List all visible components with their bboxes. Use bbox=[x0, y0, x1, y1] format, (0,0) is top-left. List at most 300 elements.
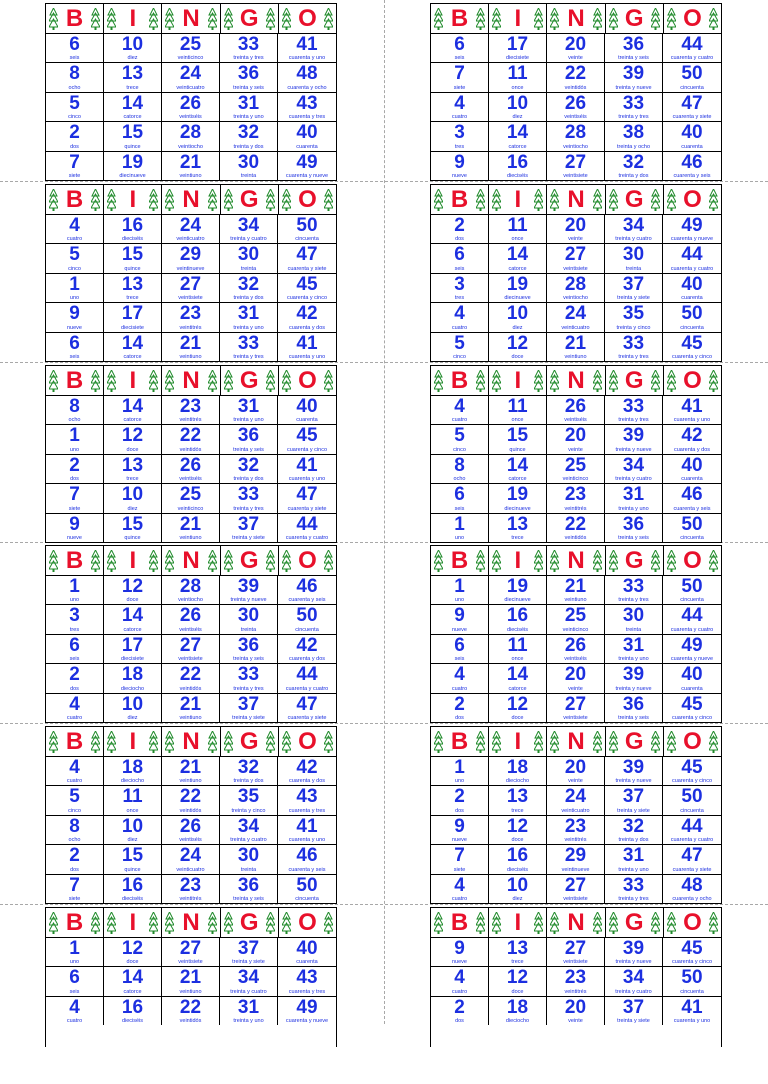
header-cell bbox=[489, 4, 547, 33]
cell-number: 33 bbox=[622, 396, 645, 417]
number-cell bbox=[162, 92, 220, 121]
header-letter: G bbox=[624, 547, 644, 574]
cell-number-word: treinta y dos bbox=[618, 837, 649, 844]
cell-number-word: treinta y siete bbox=[617, 1018, 650, 1025]
number-cell bbox=[431, 634, 489, 663]
cell-number-word: cuarenta y seis bbox=[673, 172, 711, 179]
number-cell bbox=[278, 874, 336, 903]
cell-number-word: treinta y cinco bbox=[616, 324, 651, 331]
cell-number-word: diez bbox=[127, 505, 138, 512]
christmas-tree-icon bbox=[149, 8, 158, 30]
cell-number-word: diecisiete bbox=[121, 656, 144, 663]
cell-number: 30 bbox=[237, 151, 260, 173]
cell-number: 33 bbox=[237, 34, 260, 55]
cell-number-word: veintiséis bbox=[179, 837, 202, 844]
header-cell bbox=[606, 908, 664, 937]
cell-number-word: veintiséis bbox=[564, 656, 587, 663]
bingo-card bbox=[430, 184, 722, 362]
cell-number: 13 bbox=[121, 63, 144, 85]
cell-number-word: treinta y siete bbox=[617, 807, 650, 814]
cell-number: 34 bbox=[237, 967, 260, 989]
header-cell bbox=[221, 727, 279, 756]
cell-number-word: catorce bbox=[508, 476, 527, 483]
cell-number-word: dos bbox=[455, 714, 464, 721]
cell-number: 27 bbox=[564, 938, 587, 959]
cell-number-word: treinta y seis bbox=[233, 84, 264, 91]
number-cell bbox=[605, 874, 663, 903]
cell-number: 10 bbox=[121, 815, 144, 837]
number-cell bbox=[104, 62, 162, 91]
cell-number-word: treinta y dos bbox=[233, 295, 264, 302]
bingo-card bbox=[45, 184, 337, 362]
cell-number: 31 bbox=[237, 996, 260, 1018]
number-cell bbox=[547, 214, 605, 243]
cell-number-word: treinta y tres bbox=[618, 417, 649, 424]
cell-number: 37 bbox=[622, 996, 645, 1018]
cell-number-word: treinta y uno bbox=[618, 505, 649, 512]
header-letter: B bbox=[450, 367, 469, 394]
cell-number: 22 bbox=[179, 996, 202, 1018]
cell-number-word: treinta y cuatro bbox=[230, 236, 267, 243]
cell-number-word: veintiuno bbox=[564, 597, 587, 604]
cell-number: 27 bbox=[179, 634, 202, 656]
cell-number: 29 bbox=[564, 845, 587, 867]
cell-number: 10 bbox=[121, 34, 144, 55]
number-cell bbox=[162, 663, 220, 692]
cell-number-word: veintiuno bbox=[179, 353, 202, 360]
cell-number-word: veintiséis bbox=[564, 417, 587, 424]
header-cell bbox=[547, 4, 605, 33]
cell-number: 14 bbox=[506, 454, 529, 476]
bingo-card bbox=[45, 907, 337, 1047]
cell-number: 50 bbox=[296, 605, 318, 627]
cell-number-word: cuarenta y cinco bbox=[671, 353, 713, 360]
cell-number: 4 bbox=[454, 967, 465, 989]
cell-number: 24 bbox=[564, 303, 587, 325]
number-cell bbox=[104, 634, 162, 663]
header-cell bbox=[489, 185, 547, 214]
cell-number-word: doce bbox=[511, 353, 524, 360]
header-cell bbox=[664, 4, 721, 33]
header-letter: N bbox=[182, 728, 200, 755]
christmas-tree-icon bbox=[651, 912, 660, 934]
number-cell bbox=[220, 62, 278, 91]
cell-number-word: cuarenta y dos bbox=[288, 656, 326, 663]
number-cell bbox=[46, 604, 104, 633]
number-cell bbox=[104, 575, 162, 604]
header-letter: O bbox=[683, 909, 702, 936]
number-cell bbox=[220, 424, 278, 453]
cell-number: 21 bbox=[564, 576, 587, 597]
number-cell bbox=[104, 273, 162, 302]
cell-number: 44 bbox=[681, 815, 703, 837]
number-cell bbox=[431, 243, 489, 272]
cell-number: 20 bbox=[564, 664, 587, 686]
cell-number: 42 bbox=[296, 757, 318, 778]
number-cell bbox=[663, 756, 721, 785]
cell-number: 26 bbox=[564, 396, 587, 417]
number-cell bbox=[46, 332, 104, 361]
cell-number: 42 bbox=[681, 425, 703, 447]
cell-number-word: cuarenta y tres bbox=[288, 807, 326, 814]
cell-number: 47 bbox=[681, 92, 703, 114]
number-cell bbox=[663, 575, 721, 604]
number-cell bbox=[663, 604, 721, 633]
number-grid bbox=[46, 937, 336, 1084]
cell-number-word: treinta y tres bbox=[233, 353, 264, 360]
cell-number: 7 bbox=[69, 874, 80, 896]
cell-number: 41 bbox=[296, 332, 318, 354]
cell-number-word: uno bbox=[454, 534, 465, 541]
christmas-tree-icon bbox=[651, 8, 660, 30]
number-cell bbox=[162, 395, 220, 424]
number-cell bbox=[104, 302, 162, 331]
cell-number-word: veinticinco bbox=[562, 476, 589, 483]
header-letter: G bbox=[239, 547, 259, 574]
cell-number-word: nueve bbox=[452, 837, 467, 844]
header-letter: B bbox=[65, 728, 84, 755]
number-cell bbox=[220, 693, 278, 722]
cell-number-word: trece bbox=[126, 476, 139, 483]
cell-number-word: veintiocho bbox=[178, 597, 203, 604]
cell-number: 4 bbox=[454, 92, 465, 114]
christmas-tree-icon bbox=[149, 370, 158, 392]
number-cell bbox=[162, 874, 220, 903]
cell-number-word: quince bbox=[509, 446, 526, 453]
number-cell bbox=[431, 121, 489, 150]
cell-number-word: ocho bbox=[68, 837, 81, 844]
cell-number: 24 bbox=[564, 786, 587, 808]
cell-number-word: veintisiete bbox=[563, 265, 588, 272]
christmas-tree-icon bbox=[534, 731, 543, 753]
cell-number-word: diez bbox=[512, 895, 523, 902]
number-cell bbox=[46, 302, 104, 331]
cell-number-word: seis bbox=[454, 656, 465, 663]
cell-number-word: treinta y tres bbox=[618, 895, 649, 902]
cell-number-word: veintiséis bbox=[179, 114, 202, 121]
cell-number: 36 bbox=[622, 693, 645, 715]
cell-number: 31 bbox=[622, 845, 645, 867]
number-cell bbox=[489, 395, 547, 424]
cell-number: 45 bbox=[681, 332, 703, 354]
header-letter: I bbox=[129, 5, 137, 32]
cell-number: 19 bbox=[506, 576, 529, 597]
cell-number-word: cuarenta bbox=[681, 476, 703, 483]
cell-number-word: veinticuatro bbox=[561, 807, 590, 814]
christmas-tree-icon bbox=[324, 189, 333, 211]
number-cell bbox=[162, 693, 220, 722]
header-cell bbox=[162, 185, 220, 214]
cell-number-word: treinta y uno bbox=[618, 866, 649, 873]
cell-number: 26 bbox=[179, 605, 202, 627]
cell-number: 36 bbox=[237, 634, 260, 656]
number-cell bbox=[220, 121, 278, 150]
header-letter: N bbox=[182, 909, 200, 936]
number-grid bbox=[431, 937, 721, 1084]
cell-number: 32 bbox=[237, 122, 260, 144]
cell-number-word: treinta y nueve bbox=[615, 685, 652, 692]
cell-number: 36 bbox=[237, 874, 260, 896]
cell-number: 49 bbox=[681, 215, 703, 236]
number-cell bbox=[104, 151, 162, 180]
cell-number-word: uno bbox=[69, 597, 80, 604]
number-cell bbox=[162, 966, 220, 995]
header-letter: O bbox=[683, 547, 702, 574]
header-letter: N bbox=[567, 5, 585, 32]
cell-number-word: quince bbox=[124, 143, 141, 150]
cell-number: 32 bbox=[237, 454, 260, 476]
christmas-tree-icon bbox=[324, 8, 333, 30]
number-cell bbox=[489, 874, 547, 903]
cell-number-word: veintiocho bbox=[563, 295, 588, 302]
cell-number-word: cuarenta y ocho bbox=[672, 895, 712, 902]
number-cell bbox=[46, 785, 104, 814]
cell-number-word: veinticuatro bbox=[176, 236, 205, 243]
christmas-tree-icon bbox=[534, 8, 543, 30]
number-cell bbox=[46, 966, 104, 995]
cell-number-word: treinta bbox=[240, 866, 257, 873]
cell-number-word: treinta y cuatro bbox=[615, 988, 652, 995]
number-cell bbox=[605, 575, 663, 604]
header-cell bbox=[547, 908, 605, 937]
cell-number-word: cuarenta y cuatro bbox=[670, 55, 714, 62]
cell-number: 42 bbox=[296, 303, 318, 325]
bingo-header bbox=[431, 908, 721, 937]
cell-number-word: diez bbox=[127, 55, 138, 62]
number-cell bbox=[489, 424, 547, 453]
christmas-tree-icon bbox=[324, 912, 333, 934]
number-cell bbox=[489, 92, 547, 121]
number-cell bbox=[663, 92, 721, 121]
number-cell bbox=[547, 151, 605, 180]
cell-number-word: cuarenta y uno bbox=[288, 55, 326, 62]
cell-number: 43 bbox=[296, 92, 318, 114]
number-cell bbox=[46, 663, 104, 692]
cell-number: 33 bbox=[237, 484, 260, 506]
christmas-tree-icon bbox=[476, 370, 485, 392]
number-cell bbox=[547, 575, 605, 604]
number-cell bbox=[663, 815, 721, 844]
header-cell bbox=[547, 546, 605, 575]
cell-number: 22 bbox=[564, 63, 587, 85]
header-letter: N bbox=[567, 367, 585, 394]
cell-number-word: ocho bbox=[453, 476, 466, 483]
header-letter: G bbox=[239, 728, 259, 755]
header-cell bbox=[104, 366, 162, 395]
number-cell bbox=[547, 634, 605, 663]
cell-number-word: cuarenta y dos bbox=[673, 446, 711, 453]
number-cell bbox=[46, 214, 104, 243]
header-letter: I bbox=[514, 547, 522, 574]
bingo-card bbox=[45, 545, 337, 723]
number-cell bbox=[162, 243, 220, 272]
cell-number-word: veintiuno bbox=[179, 172, 202, 179]
cell-number: 32 bbox=[237, 273, 260, 295]
number-grid bbox=[431, 395, 721, 542]
cell-number: 22 bbox=[179, 425, 202, 447]
cell-number-word: veinte bbox=[568, 685, 583, 692]
cell-number: 40 bbox=[681, 273, 703, 295]
number-cell bbox=[489, 815, 547, 844]
cell-number-word: veintidós bbox=[179, 807, 202, 814]
number-cell bbox=[489, 575, 547, 604]
header-letter: G bbox=[624, 186, 644, 213]
cell-number: 14 bbox=[121, 967, 144, 989]
cell-number-word: cuatro bbox=[66, 236, 83, 243]
christmas-tree-icon bbox=[324, 550, 333, 572]
header-cell bbox=[46, 908, 104, 937]
number-cell bbox=[278, 243, 336, 272]
cell-number-word: catorce bbox=[508, 685, 527, 692]
number-cell bbox=[162, 273, 220, 302]
number-cell bbox=[278, 575, 336, 604]
number-cell bbox=[489, 273, 547, 302]
number-cell bbox=[220, 243, 278, 272]
number-cell bbox=[547, 513, 605, 542]
christmas-tree-icon bbox=[149, 912, 158, 934]
cell-number-word: treinta y tres bbox=[233, 55, 264, 62]
cell-number-word: dos bbox=[455, 236, 464, 243]
header-letter: G bbox=[239, 909, 259, 936]
cell-number: 11 bbox=[507, 634, 528, 656]
number-cell bbox=[489, 332, 547, 361]
cell-number-word: treinta y cuatro bbox=[230, 837, 267, 844]
cell-number-word: once bbox=[126, 807, 139, 814]
cell-number-word: dieciocho bbox=[120, 778, 145, 785]
cell-number: 40 bbox=[681, 122, 703, 144]
cell-number-word: nueve bbox=[452, 172, 467, 179]
number-cell bbox=[104, 756, 162, 785]
number-cell bbox=[663, 663, 721, 692]
cell-number-word: dieciséis bbox=[121, 1018, 144, 1025]
cell-number-word: doce bbox=[511, 714, 524, 721]
cell-number-word: veintiséis bbox=[564, 114, 587, 121]
number-cell bbox=[489, 663, 547, 692]
cell-number: 23 bbox=[564, 815, 587, 837]
cell-number: 48 bbox=[296, 63, 318, 85]
number-cell bbox=[46, 756, 104, 785]
cell-number: 30 bbox=[622, 605, 645, 627]
cell-number: 39 bbox=[622, 63, 645, 85]
header-cell bbox=[221, 546, 279, 575]
cell-number-word: treinta y seis bbox=[618, 55, 649, 62]
cell-number-word: dieciséis bbox=[506, 172, 529, 179]
cell-number-word: treinta y seis bbox=[233, 656, 264, 663]
cell-number: 14 bbox=[121, 396, 144, 417]
header-cell bbox=[279, 908, 336, 937]
cell-number: 31 bbox=[237, 396, 260, 417]
cell-number: 27 bbox=[179, 273, 202, 295]
cell-number: 39 bbox=[622, 757, 645, 778]
number-cell bbox=[46, 483, 104, 512]
cell-number: 2 bbox=[454, 693, 465, 715]
cell-number: 9 bbox=[69, 513, 80, 535]
cell-number: 3 bbox=[454, 273, 465, 295]
cell-number-word: cuatro bbox=[451, 114, 468, 121]
number-cell bbox=[278, 663, 336, 692]
cell-number-word: veintiuno bbox=[179, 714, 202, 721]
cell-number-word: treinta y siete bbox=[232, 714, 265, 721]
number-cell bbox=[489, 756, 547, 785]
header-letter: O bbox=[298, 547, 317, 574]
number-cell bbox=[278, 513, 336, 542]
header-cell bbox=[104, 185, 162, 214]
cell-number: 40 bbox=[296, 938, 318, 959]
bingo-header bbox=[431, 366, 721, 395]
cell-number-word: seis bbox=[69, 988, 80, 995]
cell-number: 49 bbox=[296, 151, 318, 173]
cell-number-word: veintisiete bbox=[563, 172, 588, 179]
cell-number: 15 bbox=[121, 845, 144, 867]
number-cell bbox=[278, 92, 336, 121]
cell-number-word: doce bbox=[126, 446, 139, 453]
number-cell bbox=[104, 214, 162, 243]
number-cell bbox=[278, 815, 336, 844]
christmas-tree-icon bbox=[266, 550, 275, 572]
number-cell bbox=[663, 395, 721, 424]
cell-number: 25 bbox=[564, 605, 587, 627]
number-grid bbox=[431, 575, 721, 722]
cell-number: 33 bbox=[622, 874, 645, 896]
number-cell bbox=[547, 243, 605, 272]
number-cell bbox=[278, 483, 336, 512]
cell-number: 33 bbox=[622, 332, 645, 354]
number-cell bbox=[605, 815, 663, 844]
number-cell bbox=[46, 815, 104, 844]
bingo-header bbox=[46, 727, 336, 756]
cell-number-word: siete bbox=[68, 172, 81, 179]
cell-number-word: trece bbox=[126, 84, 139, 91]
number-cell bbox=[220, 844, 278, 873]
cell-number: 37 bbox=[237, 938, 260, 959]
number-cell bbox=[431, 693, 489, 722]
christmas-tree-icon bbox=[476, 550, 485, 572]
cell-number-word: diez bbox=[127, 837, 138, 844]
cell-number: 45 bbox=[296, 273, 318, 295]
cell-number: 4 bbox=[454, 874, 465, 896]
cell-number: 20 bbox=[564, 425, 587, 447]
header-cell bbox=[279, 366, 336, 395]
christmas-tree-icon bbox=[91, 550, 100, 572]
header-cell bbox=[221, 4, 279, 33]
bingo-card bbox=[430, 365, 722, 543]
number-cell bbox=[663, 302, 721, 331]
number-grid bbox=[431, 214, 721, 361]
number-cell bbox=[605, 483, 663, 512]
bingo-card bbox=[45, 365, 337, 543]
cell-number: 15 bbox=[121, 122, 144, 144]
number-cell bbox=[605, 214, 663, 243]
cell-number: 14 bbox=[121, 92, 144, 114]
cell-number: 11 bbox=[507, 63, 528, 85]
christmas-tree-icon bbox=[91, 189, 100, 211]
horizontal-cut-line bbox=[0, 904, 768, 905]
number-cell bbox=[162, 214, 220, 243]
number-cell bbox=[605, 302, 663, 331]
header-letter: I bbox=[129, 367, 137, 394]
cell-number: 4 bbox=[454, 664, 465, 686]
cell-number: 27 bbox=[564, 693, 587, 715]
number-cell bbox=[162, 513, 220, 542]
header-cell bbox=[104, 546, 162, 575]
cell-number-word: cincuenta bbox=[680, 597, 704, 604]
cell-number: 21 bbox=[179, 151, 202, 173]
cell-number-word: doce bbox=[511, 988, 524, 995]
cell-number: 39 bbox=[622, 664, 645, 686]
number-cell bbox=[663, 513, 721, 542]
cell-number-word: cuarenta y uno bbox=[673, 417, 711, 424]
cell-number: 29 bbox=[179, 244, 202, 266]
